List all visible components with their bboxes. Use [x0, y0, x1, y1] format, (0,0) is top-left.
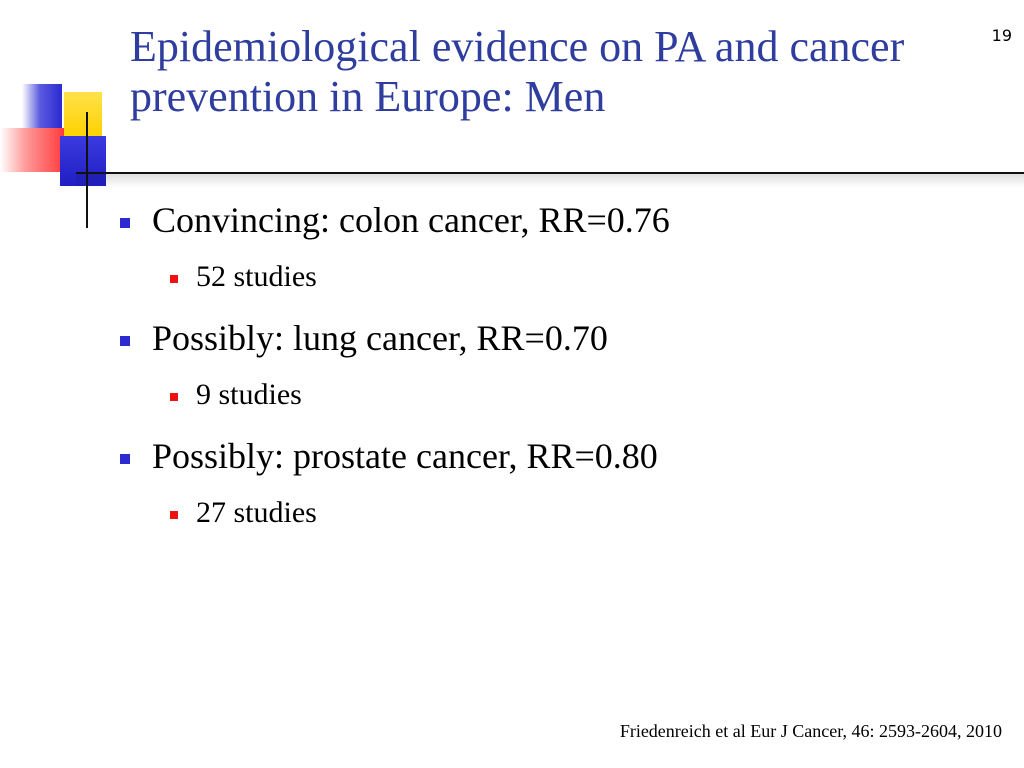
decorative-vertical-line	[86, 112, 88, 228]
bullet-list	[120, 196, 980, 550]
bullet-text: Possibly: lung cancer, RR=0.70	[152, 318, 608, 358]
decorative-blue-square-top	[22, 84, 62, 130]
decorative-yellow-square	[64, 92, 102, 136]
slide-number: 19	[991, 26, 1012, 45]
bullet-text: Convincing: colon cancer, RR=0.76	[152, 200, 670, 240]
bullet-item-lung	[120, 314, 980, 362]
slide-title: Epidemiological evidence on PA and cancer prevention in Europe: Men	[130, 22, 905, 121]
bullet-item-colon	[120, 196, 980, 244]
sub-bullet-text: 27 studies	[196, 496, 317, 529]
title-divider-shadow	[76, 174, 1024, 188]
sub-bullet-text: 9 studies	[196, 378, 302, 411]
sub-bullet-square-icon	[170, 511, 178, 519]
citation-footnote: Friedenreich et al Eur J Cancer, 46: 2593-2604, 2010	[619, 721, 1002, 741]
sub-bullet-item-lung	[170, 376, 980, 414]
bullet-square-icon	[120, 218, 130, 228]
sub-bullet-square-icon	[170, 393, 178, 401]
sub-bullet-item-colon	[170, 258, 980, 296]
bullet-square-icon	[120, 454, 130, 464]
bullet-item-prostate	[120, 432, 980, 480]
bullet-square-icon	[120, 336, 130, 346]
bullet-text: Possibly: prostate cancer, RR=0.80	[152, 436, 658, 476]
sub-bullet-text: 52 studies	[196, 260, 317, 293]
decorative-red-bar	[0, 128, 64, 172]
sub-bullet-square-icon	[170, 275, 178, 283]
sub-bullet-item-prostate	[170, 494, 980, 532]
